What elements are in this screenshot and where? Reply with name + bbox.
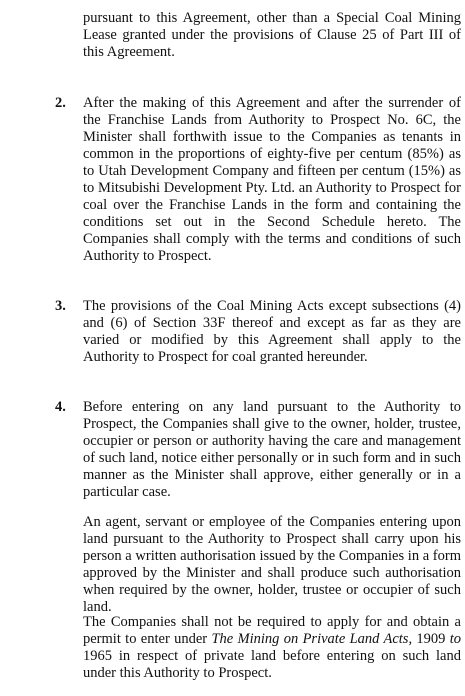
act-title: The Mining on Private Land Acts xyxy=(211,631,409,647)
clause-4-paragraph-1: Before entering on any land pursuant to the Authority to Prospect, the Companies shall give to the owner, holder, trustee, occupier or person or authority having the care and management of such land, notice either personally or in such form and in such manner as the Minister shall approve, either generally or in a particular case. xyxy=(83,399,461,500)
clause-2-number: 2. xyxy=(55,95,66,111)
clause-2-paragraph: After the making of this Agreement and after the surrender of the Franchise Lands from Authority to Prospect No. 6C, the Minister shall forthwith issue to the Companies as tenants in common in the proportions of eighty-five per centum (85%) as to Utah Development Company and fifteen per centum (15%) as to Mitsubishi Development Pty. Ltd. an Authority to Prospect for coal over the Franchise Lands in the form and containing the conditions set out in the Second Schedule hereto. The Companies shall comply with the terms and conditions of such Authority to Prospect. xyxy=(83,95,461,264)
to-word: to xyxy=(449,631,462,647)
clause-4-p3-years-start: , 1909 xyxy=(408,631,450,647)
clause-4-p3-text-start: The Companies shall not be required to apply for and obtain a permit to enter under xyxy=(83,614,461,647)
clause-3-paragraph: The provisions of the Coal Mining Acts except subsections (4) and (6) of Section 33F thereof and except as far as they are varied or modified by this Agreement shall apply to the Authority to Prospect for coal granted hereunder. xyxy=(83,298,461,365)
clause-3-number: 3. xyxy=(55,298,66,314)
clause-4-paragraph-2: An agent, servant or employee of the Companies entering upon land pursuant to the Authority to Prospect shall carry upon his person a written authorisation issued by the Companies in a form approved by the Minister and shall produce such authorisation when required by the owner, holder, trustee or occupier of such land. xyxy=(83,514,461,615)
clause-4-paragraph-3 xyxy=(83,614,461,682)
clause-4-p3-text-end: 1965 in respect of private land before entering on such land under this Authority to Prospect. xyxy=(83,648,461,681)
intro-paragraph: pursuant to this Agreement, other than a Special Coal Mining Lease granted under the provisions of Clause 25 of Part III of this Agreement. xyxy=(83,10,461,60)
clause-4-number: 4. xyxy=(55,399,66,415)
